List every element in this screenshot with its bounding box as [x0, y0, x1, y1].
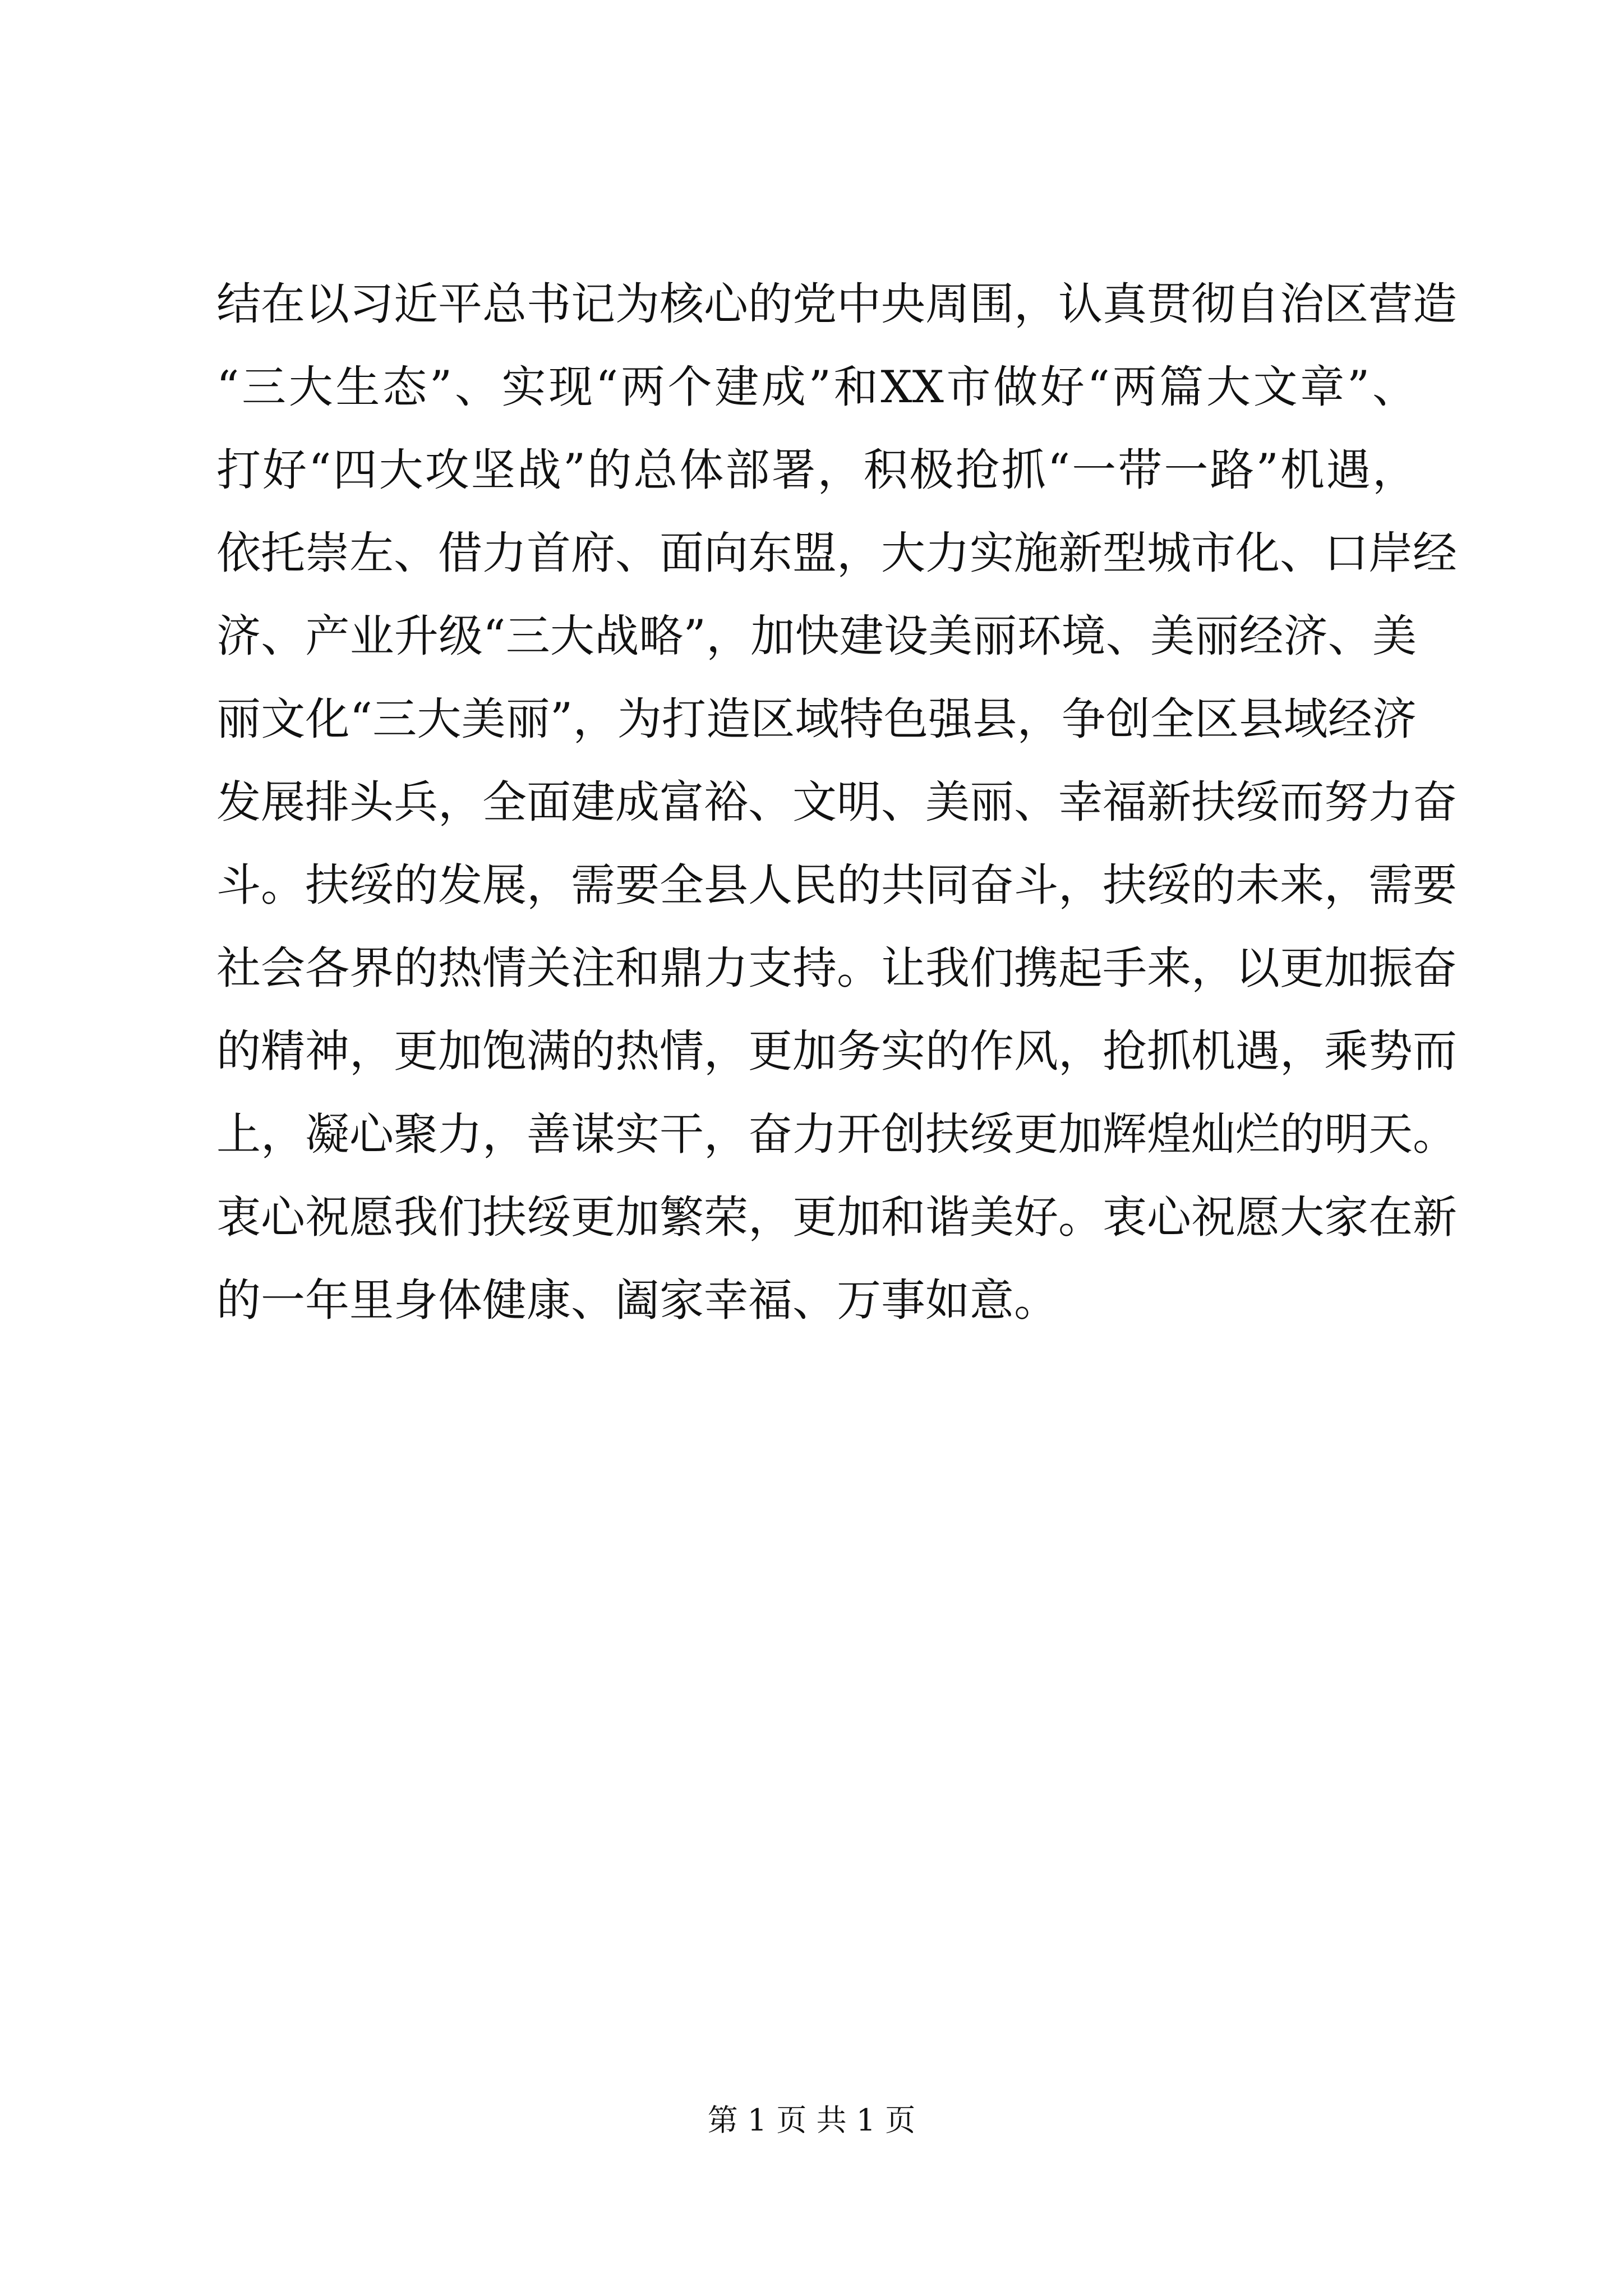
paragraph-line: 依托崇左、借力首府、面向东盟，大力实施新型城市化、口岸经	[216, 527, 1457, 579]
paragraph-line: 的一年里身体健康、阖家幸福、万事如意。	[216, 1274, 1058, 1326]
paragraph-line: 衷心祝愿我们扶绥更加繁荣，更加和谐美好。衷心祝愿大家在新	[216, 1191, 1457, 1243]
paragraph-line: 的精神，更加饱满的热情，更加务实的作风，抢抓机遇，乘势而	[216, 1025, 1457, 1077]
body-paragraph	[216, 263, 1457, 1342]
paragraph-line: 结在以习近平总书记为核心的党中央周围，认真贯彻自治区营造	[216, 278, 1457, 330]
paragraph-line: 打好“四大攻坚战”的总体部署，积极抢抓“一带一路”机遇，	[216, 444, 1417, 496]
paragraph-line: 发展排头兵，全面建成富裕、文明、美丽、幸福新扶绥而努力奋	[216, 776, 1457, 828]
paragraph-line: 上，凝心聚力，善谋实干，奋力开创扶绥更加辉煌灿烂的明天。	[216, 1108, 1457, 1160]
page-number-footer: 第 1 页 共 1 页	[707, 2102, 916, 2138]
paragraph-line: 济、产业升级“三大战略”，加快建设美丽环境、美丽经济、美	[216, 610, 1417, 662]
paragraph-line: 丽文化“三大美丽”，为打造区域特色强县，争创全区县域经济	[216, 693, 1417, 745]
paragraph-line: 社会各界的热情关注和鼎力支持。让我们携起手来，以更加振奋	[216, 942, 1457, 994]
paragraph-line: “三大生态”、实现“两个建成”和XX市做好“两篇大文章”、	[216, 361, 1417, 413]
paragraph-line: 斗。扶绥的发展，需要全县人民的共同奋斗，扶绥的未来，需要	[216, 859, 1457, 911]
